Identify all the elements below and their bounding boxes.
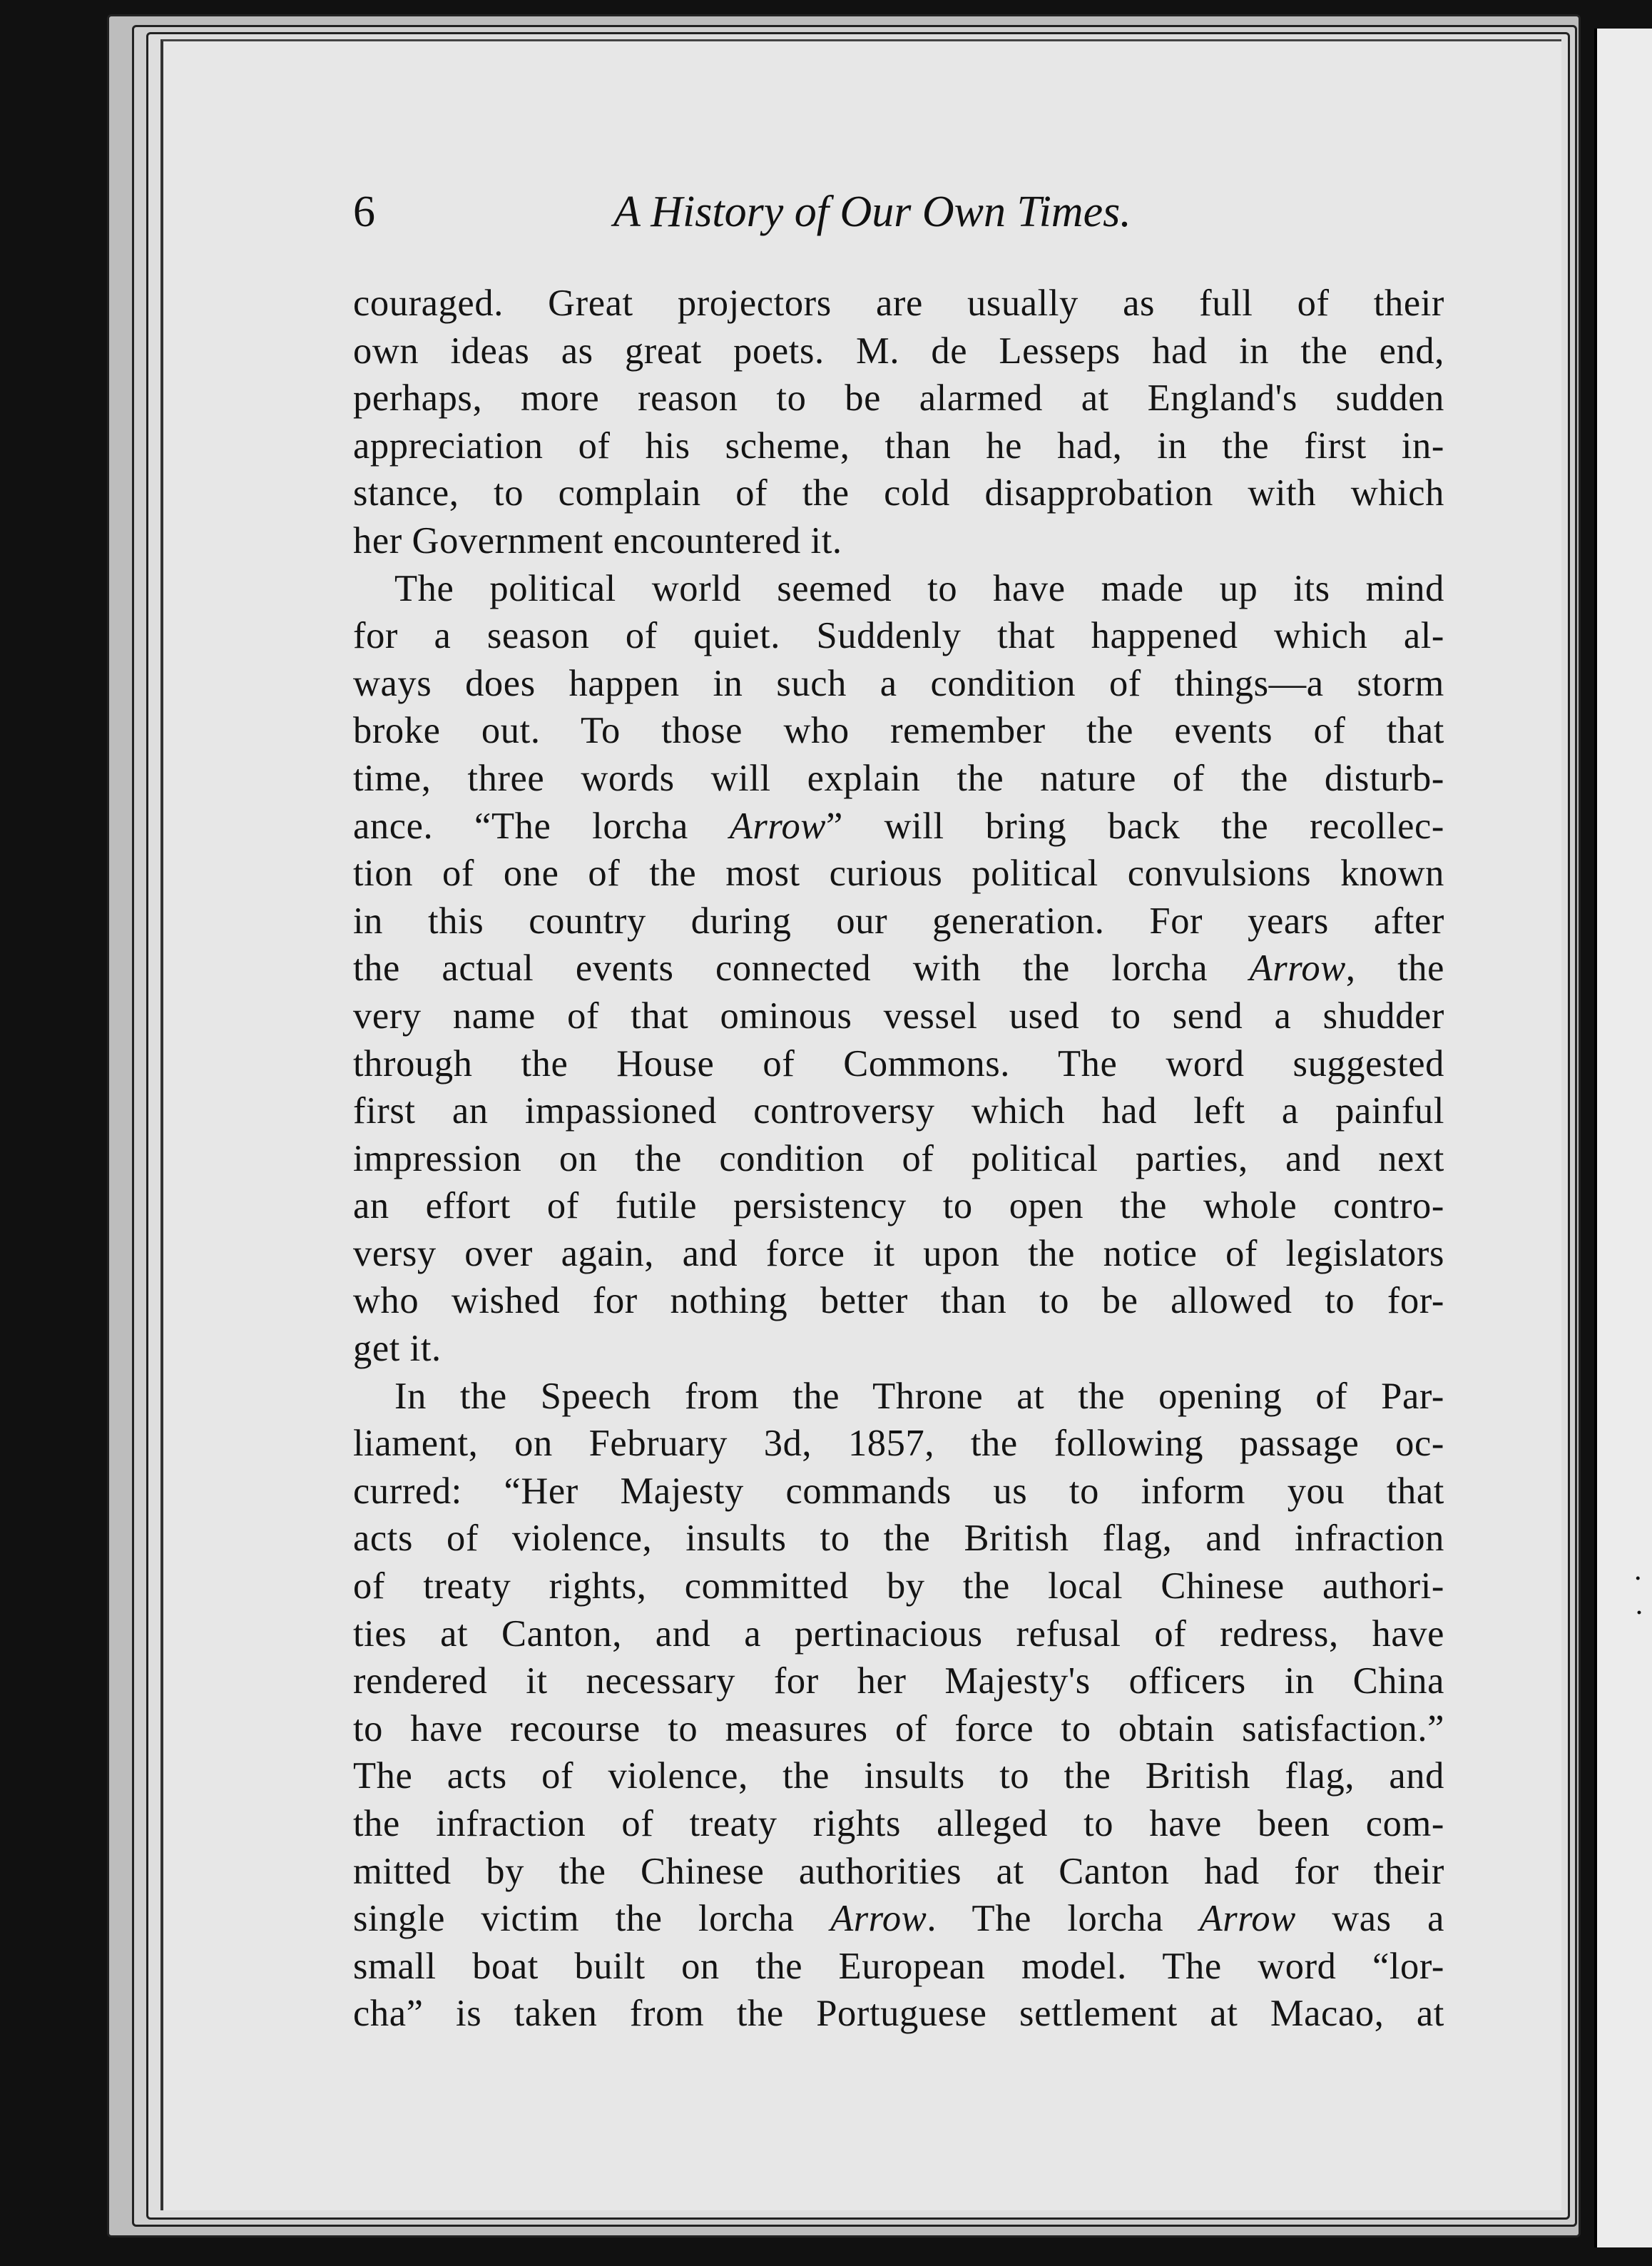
text-line: acts of violence, insults to the British flag, and infraction [353,1518,1444,1560]
text-line: of treaty rights, committed by the local Chinese authori- [353,1565,1444,1607]
text-line: stance, to complain of the cold disapprobation with which [353,472,1444,514]
facing-page-mark: · [1634,1597,1644,1630]
page-number: 6 [353,188,375,236]
text-line: ways does happen in such a condition of things—a storm [353,662,1444,704]
text-line: small boat built on the European model. The word “lor- [353,1945,1444,1987]
text-line: The political world seemed to have made up its mind [394,567,1444,609]
italic-word: Arrow [830,1898,927,1940]
text-fragment: ance. “The lorcha [353,805,730,847]
text-fragment: the actual events connected with the lorcha [353,947,1250,990]
text-line: The acts of violence, the insults to the British flag, and [353,1755,1444,1797]
text-line: to have recourse to measures of force to obtain satisfaction.” [353,1707,1444,1749]
text-line: impression on the condition of political parties, and next [353,1137,1444,1179]
text-line: time, three words will explain the nature of the disturb- [353,757,1444,799]
text-line: versy over again, and force it upon the notice of legislators [353,1232,1444,1274]
text-line: In the Speech from the Throne at the opening of Par- [394,1375,1444,1417]
text-line: get it. [353,1328,442,1370]
text-fragment: . The lorcha [927,1898,1200,1940]
text-fragment: was a [1295,1898,1444,1940]
text-line: ties at Canton, and a pertinacious refusal of redress, have [353,1612,1444,1655]
text-line: broke out. To those who remember the events of that [353,710,1444,752]
text-line: perhaps, more reason to be alarmed at England's sudden [353,377,1444,420]
text-line: for a season of quiet. Suddenly that happened which al- [353,615,1444,657]
facing-page-edge [1594,29,1652,2247]
text-fragment: , the [1345,947,1445,990]
text-line: in this country during our generation. For years after [353,900,1444,942]
text-line: an effort of futile persistency to open the whole contro- [353,1185,1444,1227]
italic-word: Arrow [1199,1898,1296,1940]
text-line: mitted by the Chinese authorities at Canton had for their [353,1850,1444,1892]
text-fragment: single victim the lorcha [353,1898,831,1940]
facing-page-mark: . [1634,1554,1642,1587]
text-line: very name of that ominous vessel used to send a shudder [353,995,1444,1037]
text-line [353,803,1444,850]
text-line: own ideas as great poets. M. de Lesseps had in the end, [353,330,1444,372]
text-line: who wished for nothing better than to be allowed to for- [353,1280,1444,1322]
text-line: through the House of Commons. The word suggested [353,1042,1444,1084]
italic-word: Arrow [729,805,826,847]
running-head [353,187,1191,244]
text-line [353,945,1444,992]
text-line: liament, on February 3d, 1857, the following passage oc- [353,1423,1444,1465]
text-line: tion of one of the most curious political convulsions known [353,853,1444,895]
text-fragment: ” will bring back the recollec- [825,805,1444,847]
text-line: appreciation of his scheme, than he had, in the first in- [353,425,1444,467]
body-text [353,280,1444,2038]
text-line: her Government encountered it. [353,519,842,562]
text-line: rendered it necessary for her Majesty's officers in China [353,1660,1444,1702]
text-line: first an impassioned controversy which had left a painful [353,1090,1444,1132]
text-line: cha” is taken from the Portuguese settlement at Macao, at [353,1993,1444,2035]
text-line [353,1895,1444,1943]
text-line: the infraction of treaty rights alleged to have been com- [353,1803,1444,1844]
italic-word: Arrow [1249,947,1346,990]
text-line: curred: “Her Majesty commands us to inform you that [353,1470,1444,1512]
running-head-title: A History of Our Own Times. [613,188,1131,236]
text-line: couraged. Great projectors are usually as full of their [353,283,1444,324]
